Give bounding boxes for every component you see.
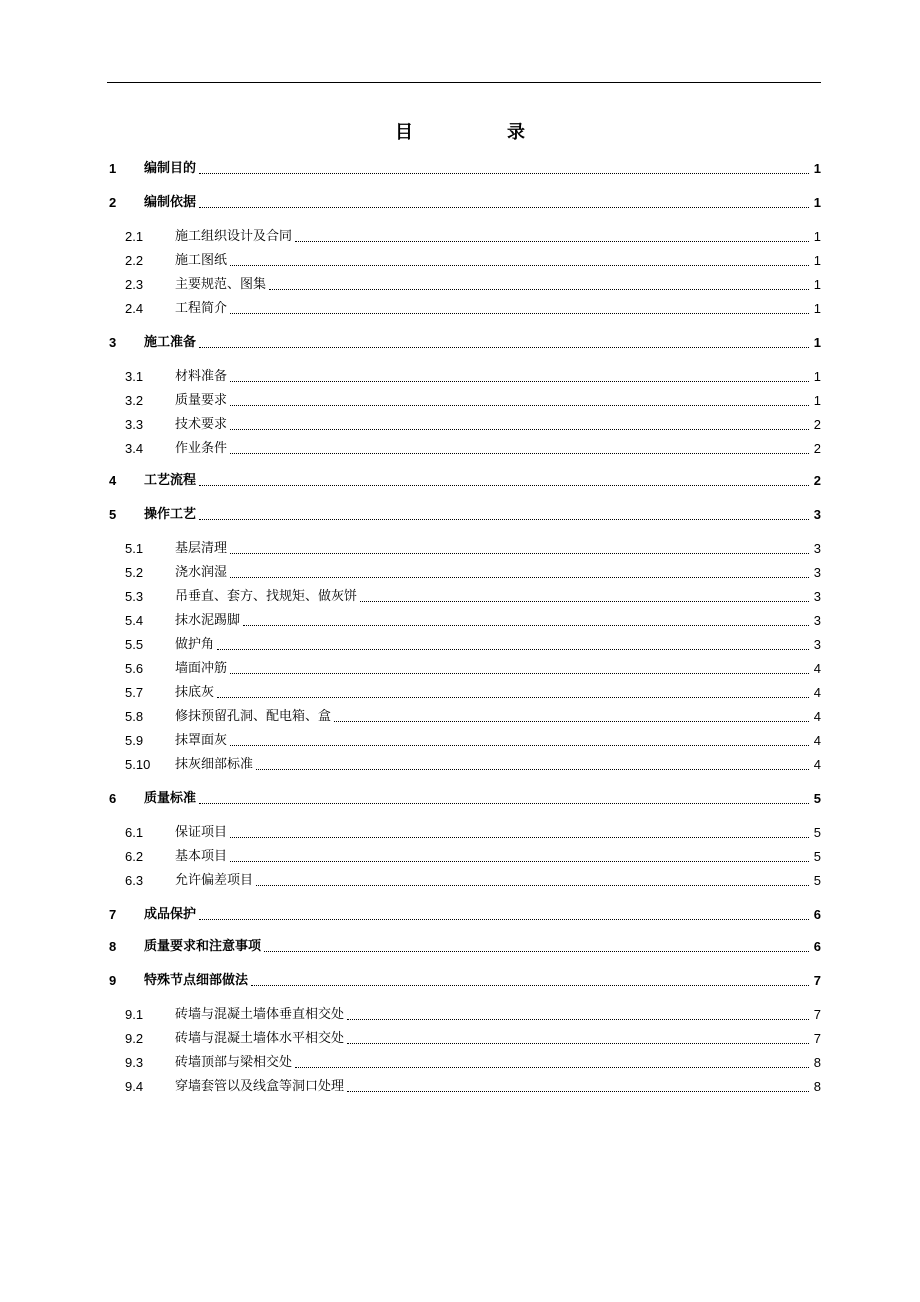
toc-entry[interactable] (107, 438, 821, 458)
toc-entry-page: 7 (813, 973, 821, 988)
toc-entry[interactable] (107, 586, 821, 606)
toc-entry-page: 2 (813, 441, 821, 456)
toc-entry[interactable] (107, 846, 821, 866)
toc-dot-leader (230, 553, 809, 554)
toc-entry[interactable] (107, 504, 821, 524)
toc-entry-title: 吊垂直、套方、找规矩、做灰饼 (175, 589, 358, 604)
toc-entry-title: 基层清理 (175, 541, 228, 556)
toc-entry-title: 抹灰细部标准 (175, 757, 254, 772)
toc-dot-leader (256, 769, 809, 770)
toc-entry[interactable] (107, 390, 821, 410)
toc-dot-leader (347, 1019, 809, 1020)
toc-entry-title: 穿墙套管以及线盒等洞口处理 (175, 1079, 345, 1094)
toc-entry-title: 抹底灰 (175, 685, 215, 700)
toc-entry-title: 墙面冲筋 (175, 661, 228, 676)
toc-entry[interactable] (107, 414, 821, 434)
toc-dot-leader (347, 1043, 809, 1044)
toc-entry-page: 3 (813, 589, 821, 604)
toc-entry-number: 6.3 (125, 873, 144, 888)
toc-dot-leader (199, 173, 809, 174)
toc-entry-page: 3 (813, 541, 821, 556)
toc-entry-number: 3.2 (125, 393, 144, 408)
toc-entry-title: 砖墙与混凝土墙体垂直相交处 (175, 1007, 345, 1022)
toc-entry[interactable] (107, 822, 821, 842)
toc-dot-leader (230, 861, 809, 862)
toc-entry-number: 5.8 (125, 709, 144, 724)
toc-dot-leader (256, 885, 809, 886)
toc-entry[interactable] (107, 470, 821, 490)
toc-dot-leader (217, 649, 809, 650)
toc-entry-page: 1 (813, 393, 821, 408)
toc-entry-page: 2 (813, 473, 821, 488)
toc-entry[interactable] (107, 634, 821, 654)
toc-dot-leader (230, 837, 809, 838)
toc-entry-page: 1 (813, 369, 821, 384)
toc-entry-number: 2.4 (125, 301, 144, 316)
toc-entry[interactable] (107, 870, 821, 890)
toc-entry-title: 基本项目 (175, 849, 228, 864)
toc-dot-leader (199, 919, 809, 920)
toc-entry-page: 3 (813, 613, 821, 628)
toc-dot-leader (230, 381, 809, 382)
toc-entry-page: 6 (813, 939, 821, 954)
toc-entry-number: 9.3 (125, 1055, 144, 1070)
toc-entry[interactable] (107, 970, 821, 990)
toc-entry-number: 3.1 (125, 369, 144, 384)
toc-entry[interactable] (107, 274, 821, 294)
toc-entry-number: 5.4 (125, 613, 144, 628)
toc-entry-title: 特殊节点细部做法 (144, 973, 249, 988)
toc-entry-number: 6.1 (125, 825, 144, 840)
toc-entry-number: 5 (109, 507, 117, 522)
toc-entry-title: 质量要求和注意事项 (144, 939, 262, 954)
toc-entry[interactable] (107, 730, 821, 750)
toc-entry-title: 施工组织设计及合同 (175, 229, 293, 244)
toc-entry-title: 抹罩面灰 (175, 733, 228, 748)
toc-entry-page: 6 (813, 907, 821, 922)
toc-dot-leader (199, 803, 809, 804)
toc-entry-title: 做护角 (175, 637, 215, 652)
toc-entry-number: 2 (109, 195, 117, 210)
toc-entry-number: 2.1 (125, 229, 144, 244)
toc-dot-leader (230, 265, 809, 266)
toc-dot-leader (199, 207, 809, 208)
toc-entry-page: 7 (813, 1007, 821, 1022)
toc-entry-title: 施工图纸 (175, 253, 228, 268)
toc-entry-page: 3 (813, 637, 821, 652)
toc-entry[interactable] (107, 610, 821, 630)
toc-entry-page: 7 (813, 1031, 821, 1046)
toc-dot-leader (360, 601, 809, 602)
toc-entry-number: 9 (109, 973, 117, 988)
toc-entry-title: 编制目的 (144, 161, 197, 176)
toc-entry-number: 5.3 (125, 589, 144, 604)
toc-entry-page: 4 (813, 757, 821, 772)
toc-entry-number: 2.2 (125, 253, 144, 268)
toc-entry-title: 浇水润湿 (175, 565, 228, 580)
toc-entry-title: 砖墙与混凝土墙体水平相交处 (175, 1031, 345, 1046)
toc-entry-page: 1 (813, 277, 821, 292)
toc-dot-leader (217, 697, 809, 698)
toc-dot-leader (295, 1067, 809, 1068)
toc-entry[interactable] (107, 936, 821, 956)
toc-entry[interactable] (107, 754, 821, 774)
toc-entry-number: 1 (109, 161, 117, 176)
toc-entry[interactable] (107, 682, 821, 702)
toc-entry-page: 3 (813, 507, 821, 522)
toc-entry-number: 5.9 (125, 733, 144, 748)
toc-entry-number: 5.6 (125, 661, 144, 676)
toc-entry-number: 5.7 (125, 685, 144, 700)
toc-entry-title: 材料准备 (175, 369, 228, 384)
toc-dot-leader (199, 519, 809, 520)
toc-entry-page: 4 (813, 685, 821, 700)
toc-entry[interactable] (107, 158, 821, 178)
toc-entry[interactable] (107, 1052, 821, 1072)
toc-entry-title: 质量标准 (144, 791, 197, 806)
toc-entry-title: 施工准备 (144, 335, 197, 350)
toc-title: 目 录 (395, 122, 563, 143)
toc-entry[interactable] (107, 366, 821, 386)
toc-dot-leader (264, 951, 809, 952)
toc-entry-number: 6 (109, 791, 117, 806)
toc-entry-page: 1 (813, 335, 821, 350)
toc-entry-number: 5.2 (125, 565, 144, 580)
toc-entry-page: 1 (813, 161, 821, 176)
toc-entry[interactable] (107, 658, 821, 678)
toc-dot-leader (269, 289, 809, 290)
toc-entry-title: 工艺流程 (144, 473, 197, 488)
toc-entry-title: 修抹预留孔洞、配电箱、盒 (175, 709, 332, 724)
toc-entry-number: 6.2 (125, 849, 144, 864)
toc-entry-page: 1 (813, 195, 821, 210)
toc-entry-number: 7 (109, 907, 117, 922)
toc-dot-leader (230, 745, 809, 746)
toc-entry-number: 3.3 (125, 417, 144, 432)
toc-dot-leader (230, 405, 809, 406)
toc-dot-leader (251, 985, 809, 986)
toc-entry-number: 9.2 (125, 1031, 144, 1046)
toc-dot-leader (347, 1091, 809, 1092)
toc-dot-leader (230, 577, 809, 578)
toc-entry-number: 4 (109, 473, 117, 488)
toc-entry[interactable] (107, 298, 821, 318)
toc-entry-number: 3 (109, 335, 117, 350)
toc-entry-page: 5 (813, 849, 821, 864)
toc-entry-number: 9.1 (125, 1007, 144, 1022)
toc-entry[interactable] (107, 904, 821, 924)
toc-dot-leader (334, 721, 809, 722)
toc-entry-title: 抹水泥踢脚 (175, 613, 241, 628)
toc-entry-page: 8 (813, 1079, 821, 1094)
toc-entry[interactable] (107, 1028, 821, 1048)
toc-dot-leader (199, 485, 809, 486)
toc-entry-title: 技术要求 (175, 417, 228, 432)
toc-entry-page: 2 (813, 417, 821, 432)
toc-entry-page: 5 (813, 825, 821, 840)
toc-dot-leader (295, 241, 809, 242)
toc-entry-page: 1 (813, 229, 821, 244)
toc-entry[interactable] (107, 1076, 821, 1096)
toc-entry-title: 工程简介 (175, 301, 228, 316)
toc-dot-leader (230, 673, 809, 674)
toc-entry-page: 4 (813, 709, 821, 724)
toc-entry-title: 编制依据 (144, 195, 197, 210)
toc-entry-number: 5.5 (125, 637, 144, 652)
toc-dot-leader (230, 453, 809, 454)
toc-entry-title: 保证项目 (175, 825, 228, 840)
toc-entry-title: 质量要求 (175, 393, 228, 408)
toc-entry-page: 3 (813, 565, 821, 580)
toc-entry-page: 4 (813, 733, 821, 748)
toc-entry-title: 允许偏差项目 (175, 873, 254, 888)
toc-entry[interactable] (107, 706, 821, 726)
toc-entry-number: 5.10 (125, 757, 151, 772)
toc-entry-page: 1 (813, 301, 821, 316)
toc-entry-number: 2.3 (125, 277, 144, 292)
toc-entry-title: 成品保护 (144, 907, 197, 922)
toc-entry[interactable] (107, 250, 821, 270)
toc-entry-title: 砖墙顶部与梁相交处 (175, 1055, 293, 1070)
toc-entry-title: 操作工艺 (144, 507, 197, 522)
toc-entry-number: 3.4 (125, 441, 144, 456)
toc-entry-number: 5.1 (125, 541, 144, 556)
toc-entry-title: 作业条件 (175, 441, 228, 456)
toc-dot-leader (230, 429, 809, 430)
toc-entry-page: 1 (813, 253, 821, 268)
header-rule (107, 82, 821, 83)
toc-dot-leader (243, 625, 809, 626)
toc-entry[interactable] (107, 562, 821, 582)
toc-entry[interactable] (107, 332, 821, 352)
toc-entry-number: 8 (109, 939, 117, 954)
toc-entry-number: 9.4 (125, 1079, 144, 1094)
toc-dot-leader (199, 347, 809, 348)
toc-entry-title: 主要规范、图集 (175, 277, 267, 292)
toc-entry[interactable] (107, 192, 821, 212)
toc-dot-leader (230, 313, 809, 314)
toc-entry[interactable] (107, 538, 821, 558)
toc-entry[interactable] (107, 1004, 821, 1024)
toc-entry-page: 5 (813, 873, 821, 888)
toc-entry[interactable] (107, 788, 821, 808)
toc-entry-page: 8 (813, 1055, 821, 1070)
toc-entry[interactable] (107, 226, 821, 246)
toc-entry-page: 5 (813, 791, 821, 806)
toc-entry-page: 4 (813, 661, 821, 676)
